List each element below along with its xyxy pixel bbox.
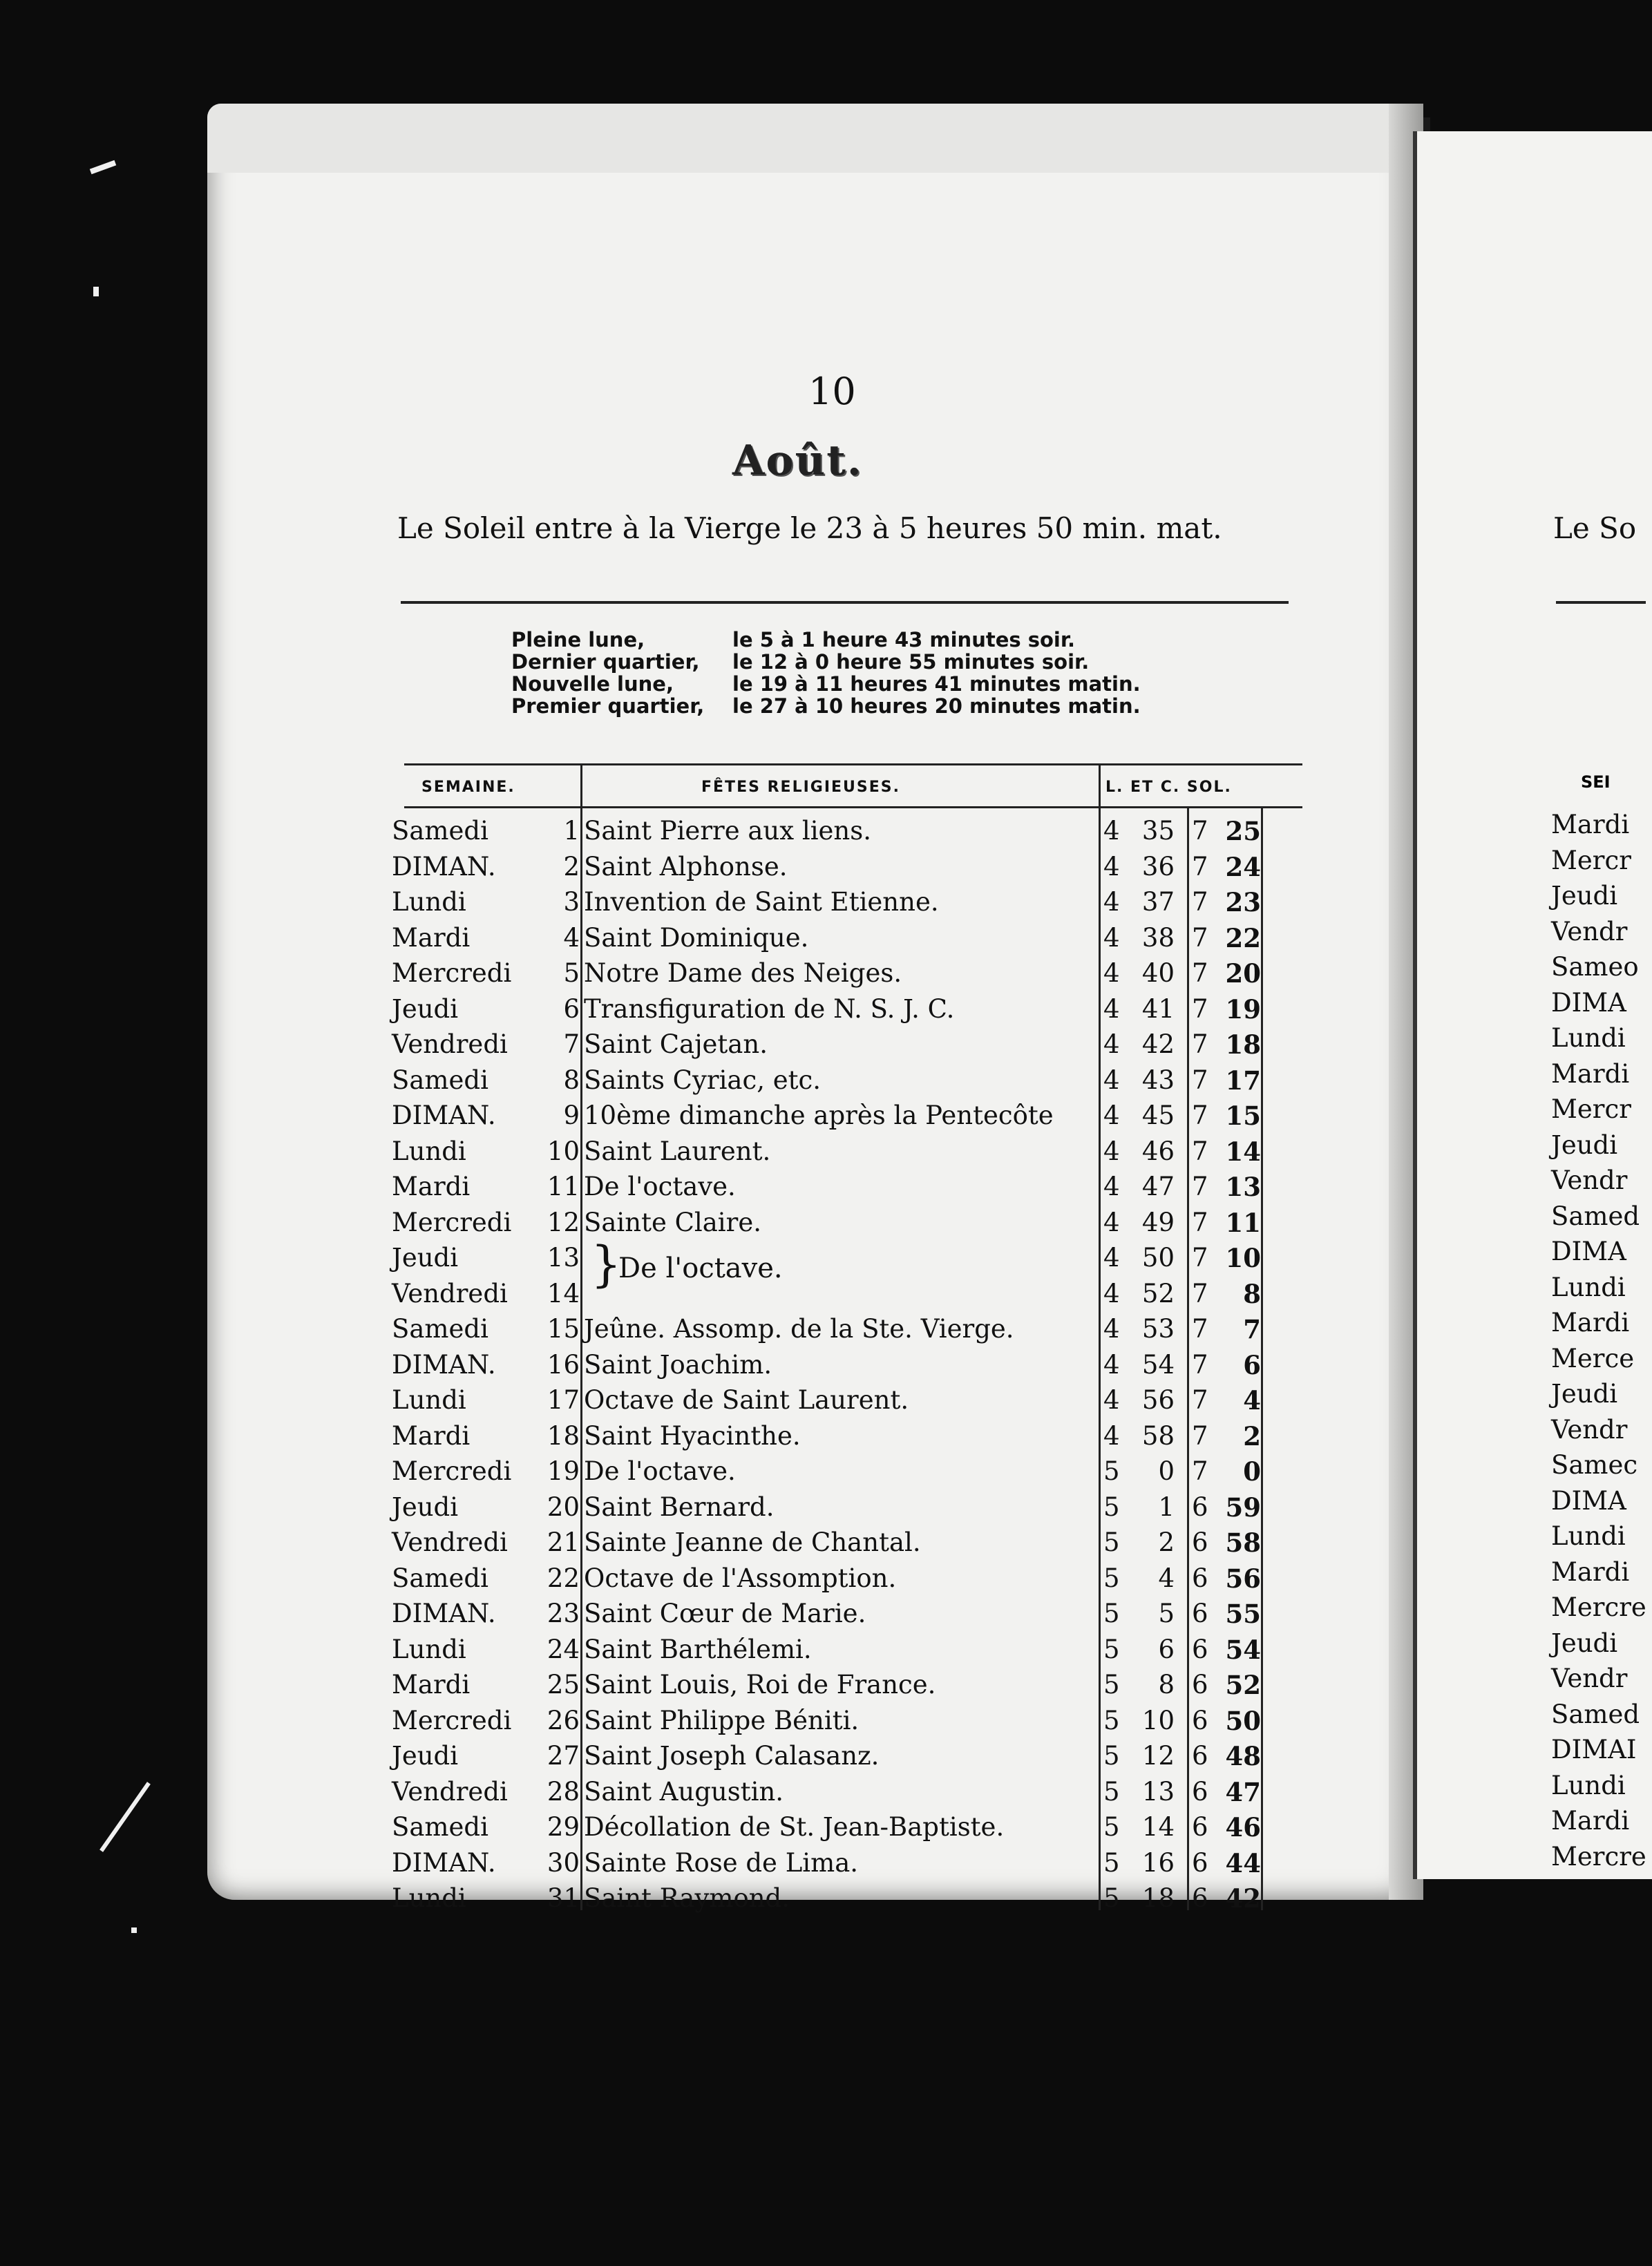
feast-cell: Sainte Jeanne de Chantal. bbox=[584, 1527, 921, 1557]
rise-hour-cell: 4 bbox=[1103, 1349, 1120, 1380]
set-minute-cell: 59 bbox=[1225, 1492, 1261, 1523]
right-page-day: Lundi bbox=[1551, 1521, 1626, 1551]
rise-minute-cell: 0 bbox=[1158, 1456, 1175, 1486]
right-page-day: Vendr bbox=[1551, 916, 1628, 946]
rise-minute-cell: 35 bbox=[1141, 816, 1175, 846]
rise-minute-cell: 13 bbox=[1141, 1776, 1175, 1807]
rise-hour-cell: 4 bbox=[1103, 958, 1120, 988]
rise-hour-cell: 4 bbox=[1103, 993, 1120, 1024]
day-cell: Vendredi bbox=[392, 1278, 508, 1308]
phase-detail: le 5 à 1 heure 43 minutes soir. bbox=[732, 628, 1076, 651]
phase-detail: le 12 à 0 heure 55 minutes soir. bbox=[732, 650, 1090, 674]
set-hour-cell: 6 bbox=[1192, 1812, 1208, 1842]
set-hour-cell: 6 bbox=[1192, 1527, 1208, 1557]
rise-hour-cell: 4 bbox=[1103, 1029, 1120, 1059]
set-minute-cell: 25 bbox=[1225, 816, 1261, 846]
rise-minute-cell: 52 bbox=[1141, 1278, 1175, 1308]
rise-minute-cell: 45 bbox=[1141, 1101, 1175, 1130]
rise-hour-cell: 5 bbox=[1103, 1741, 1120, 1771]
phase-name: Dernier quartier, bbox=[511, 650, 700, 674]
set-minute-cell: 58 bbox=[1225, 1527, 1261, 1558]
set-hour-cell: 6 bbox=[1192, 1563, 1208, 1593]
sun-entry-line: Le Soleil entre à la Vierge le 23 à 5 heures 50 min. mat. bbox=[397, 511, 1222, 545]
right-page-day: DIMA bbox=[1551, 1485, 1626, 1516]
column-rule bbox=[1099, 763, 1101, 1910]
right-page-day: Vendr bbox=[1551, 1414, 1628, 1445]
calendar-table bbox=[383, 763, 1302, 1938]
header-feasts: FÊTES RELIGIEUSES. bbox=[701, 779, 900, 796]
set-minute-cell: 24 bbox=[1225, 851, 1261, 882]
date-cell: 15 bbox=[547, 1314, 580, 1344]
day-cell: DIMAN. bbox=[392, 851, 496, 882]
feast-cell: Sainte Claire. bbox=[584, 1207, 761, 1237]
day-cell: Lundi bbox=[392, 1136, 466, 1166]
set-minute-cell: 20 bbox=[1225, 958, 1261, 989]
divider-rule bbox=[401, 601, 1289, 604]
right-page-day: Mardi bbox=[1551, 1806, 1630, 1836]
right-page-day: Jeudi bbox=[1551, 1379, 1618, 1409]
set-hour-cell: 7 bbox=[1192, 958, 1208, 988]
rise-hour-cell: 4 bbox=[1103, 1172, 1120, 1201]
right-page-day: DIMA bbox=[1551, 987, 1626, 1018]
page-number: 10 bbox=[808, 370, 856, 413]
day-cell: Jeudi bbox=[392, 1741, 459, 1771]
rise-minute-cell: 10 bbox=[1141, 1705, 1175, 1735]
day-cell: Vendredi bbox=[392, 1527, 508, 1557]
right-page-day: Vendr bbox=[1551, 1664, 1628, 1693]
set-minute-cell: 22 bbox=[1225, 922, 1261, 953]
feast-cell: Saint Cœur de Marie. bbox=[584, 1599, 866, 1628]
date-cell: 3 bbox=[563, 887, 580, 917]
date-cell: 18 bbox=[547, 1420, 580, 1451]
set-hour-cell: 7 bbox=[1192, 1314, 1208, 1344]
right-page-day: Merce bbox=[1551, 1343, 1635, 1373]
right-page-day: Mercre bbox=[1551, 1841, 1646, 1872]
day-cell: Samedi bbox=[392, 1065, 488, 1095]
set-hour-cell: 7 bbox=[1192, 993, 1208, 1024]
rise-minute-cell: 38 bbox=[1141, 922, 1175, 953]
set-minute-cell: 4 bbox=[1243, 1385, 1261, 1416]
rise-minute-cell: 36 bbox=[1141, 851, 1175, 882]
day-cell: Samedi bbox=[392, 816, 488, 846]
date-cell: 23 bbox=[547, 1599, 580, 1628]
date-cell: 5 bbox=[563, 958, 580, 988]
right-page-day: Mardi bbox=[1551, 810, 1630, 839]
rise-hour-cell: 4 bbox=[1103, 887, 1120, 917]
date-cell: 16 bbox=[547, 1349, 580, 1380]
rise-minute-cell: 4 bbox=[1158, 1563, 1175, 1593]
right-page-day: Mercr bbox=[1551, 1094, 1631, 1124]
set-hour-cell: 7 bbox=[1192, 1456, 1208, 1486]
right-page-day: Lundi bbox=[1551, 1023, 1626, 1053]
rise-hour-cell: 5 bbox=[1103, 1599, 1120, 1628]
month-title: Août. bbox=[732, 437, 863, 485]
set-minute-cell: 47 bbox=[1225, 1776, 1261, 1807]
set-minute-cell: 55 bbox=[1225, 1599, 1261, 1629]
feast-cell: Invention de Saint Etienne. bbox=[584, 887, 939, 917]
set-minute-cell: 2 bbox=[1243, 1420, 1261, 1451]
phase-detail: le 27 à 10 heures 20 minutes matin. bbox=[732, 694, 1141, 718]
set-minute-cell: 19 bbox=[1225, 993, 1261, 1025]
set-hour-cell: 7 bbox=[1192, 1029, 1208, 1059]
set-minute-cell: 52 bbox=[1225, 1670, 1261, 1700]
set-hour-cell: 6 bbox=[1192, 1634, 1208, 1664]
right-page-rule bbox=[1556, 601, 1646, 604]
rise-minute-cell: 46 bbox=[1141, 1136, 1175, 1166]
date-cell: 20 bbox=[547, 1492, 580, 1522]
set-minute-cell: 56 bbox=[1225, 1563, 1261, 1594]
set-minute-cell: 6 bbox=[1243, 1349, 1261, 1380]
rise-minute-cell: 12 bbox=[1141, 1741, 1175, 1771]
rise-hour-cell: 4 bbox=[1103, 1420, 1120, 1451]
feast-cell: Transfiguration de N. S. J. C. bbox=[584, 993, 955, 1024]
right-page-header: SEI bbox=[1581, 772, 1611, 792]
set-hour-cell: 6 bbox=[1192, 1883, 1208, 1913]
right-page-day: Jeudi bbox=[1551, 1628, 1618, 1658]
right-page-sun-line: Le So bbox=[1553, 511, 1637, 545]
phase-row bbox=[511, 695, 1141, 717]
column-rule bbox=[1261, 806, 1263, 1910]
rise-hour-cell: 5 bbox=[1103, 1634, 1120, 1664]
rise-minute-cell: 6 bbox=[1158, 1634, 1175, 1664]
date-cell: 6 bbox=[563, 993, 580, 1024]
day-cell: Mercredi bbox=[392, 1207, 512, 1237]
column-rule bbox=[580, 763, 582, 1910]
set-minute-cell: 46 bbox=[1225, 1812, 1261, 1843]
rise-hour-cell: 4 bbox=[1103, 1278, 1120, 1308]
rise-minute-cell: 54 bbox=[1141, 1349, 1175, 1380]
feast-cell: 10ème dimanche après la Pentecôte bbox=[584, 1101, 1054, 1130]
set-hour-cell: 7 bbox=[1192, 1065, 1208, 1095]
feast-cell: Sainte Rose de Lima. bbox=[584, 1847, 859, 1878]
rise-hour-cell: 5 bbox=[1103, 1847, 1120, 1878]
rise-minute-cell: 50 bbox=[1141, 1243, 1175, 1273]
page-top-edge bbox=[207, 104, 1423, 173]
rise-minute-cell: 53 bbox=[1141, 1314, 1175, 1344]
set-hour-cell: 7 bbox=[1192, 1278, 1208, 1308]
phase-name: Pleine lune, bbox=[511, 628, 645, 651]
date-cell: 8 bbox=[563, 1065, 580, 1095]
rise-minute-cell: 8 bbox=[1158, 1670, 1175, 1699]
set-minute-cell: 13 bbox=[1225, 1172, 1261, 1202]
rise-hour-cell: 5 bbox=[1103, 1492, 1120, 1522]
date-cell: 14 bbox=[547, 1278, 580, 1308]
right-page-day: Jeudi bbox=[1551, 1130, 1618, 1160]
right-page-day: Mercr bbox=[1551, 845, 1631, 875]
set-hour-cell: 6 bbox=[1192, 1492, 1208, 1522]
feast-cell: Saint Pierre aux liens. bbox=[584, 816, 872, 846]
set-minute-cell: 42 bbox=[1225, 1883, 1261, 1914]
film-speck bbox=[99, 1782, 151, 1852]
rise-minute-cell: 16 bbox=[1141, 1847, 1175, 1878]
set-minute-cell: 7 bbox=[1243, 1314, 1261, 1344]
date-cell: 13 bbox=[547, 1243, 580, 1273]
rise-hour-cell: 4 bbox=[1103, 922, 1120, 953]
rise-minute-cell: 37 bbox=[1141, 887, 1175, 917]
date-cell: 10 bbox=[547, 1136, 580, 1166]
rise-hour-cell: 4 bbox=[1103, 1136, 1120, 1166]
film-speck bbox=[93, 287, 99, 296]
rise-minute-cell: 41 bbox=[1141, 993, 1175, 1024]
set-minute-cell: 17 bbox=[1225, 1065, 1261, 1096]
rise-hour-cell: 5 bbox=[1103, 1883, 1120, 1913]
feast-cell: Saint Augustin. bbox=[584, 1776, 784, 1807]
phase-name: Nouvelle lune, bbox=[511, 672, 674, 696]
date-cell: 30 bbox=[547, 1847, 580, 1878]
date-cell: 21 bbox=[547, 1527, 580, 1557]
moon-phases bbox=[511, 629, 1141, 717]
set-hour-cell: 7 bbox=[1192, 1385, 1208, 1415]
day-cell: Vendredi bbox=[392, 1029, 508, 1059]
day-cell: Mercredi bbox=[392, 1705, 512, 1735]
brace-glyph: } bbox=[591, 1236, 622, 1293]
feast-cell: De l'octave. bbox=[584, 1172, 736, 1201]
phase-row bbox=[511, 651, 1141, 673]
rise-minute-cell: 58 bbox=[1141, 1420, 1175, 1451]
set-hour-cell: 6 bbox=[1192, 1847, 1208, 1878]
rise-minute-cell: 1 bbox=[1158, 1492, 1175, 1522]
rise-hour-cell: 5 bbox=[1103, 1670, 1120, 1699]
rise-minute-cell: 42 bbox=[1141, 1029, 1175, 1059]
date-cell: 17 bbox=[547, 1385, 580, 1415]
date-cell: 19 bbox=[547, 1456, 580, 1486]
right-page-day: Samec bbox=[1551, 1450, 1638, 1480]
film-speck bbox=[90, 160, 116, 175]
rise-hour-cell: 4 bbox=[1103, 1314, 1120, 1344]
rise-minute-cell: 18 bbox=[1141, 1883, 1175, 1913]
set-hour-cell: 7 bbox=[1192, 922, 1208, 953]
rise-hour-cell: 5 bbox=[1103, 1705, 1120, 1735]
right-page-day: Mercre bbox=[1551, 1592, 1646, 1622]
date-cell: 2 bbox=[563, 851, 580, 882]
right-page-day: Mardi bbox=[1551, 1058, 1630, 1089]
feast-cell: Saint Cajetan. bbox=[584, 1029, 768, 1059]
set-minute-cell: 10 bbox=[1225, 1243, 1261, 1273]
set-minute-cell: 18 bbox=[1225, 1029, 1261, 1060]
rise-minute-cell: 2 bbox=[1158, 1527, 1175, 1557]
date-cell: 12 bbox=[547, 1207, 580, 1237]
rise-minute-cell: 5 bbox=[1158, 1599, 1175, 1628]
feast-cell: De l'octave. bbox=[584, 1456, 736, 1486]
set-hour-cell: 6 bbox=[1192, 1599, 1208, 1628]
day-cell: Mardi bbox=[392, 1420, 471, 1451]
date-cell: 9 bbox=[563, 1101, 580, 1130]
feast-cell: Saint Hyacinthe. bbox=[584, 1420, 801, 1451]
rise-hour-cell: 4 bbox=[1103, 816, 1120, 846]
date-cell: 26 bbox=[547, 1705, 580, 1735]
set-minute-cell: 23 bbox=[1225, 887, 1261, 917]
feast-cell: Jeûne. Assomp. de la Ste. Vierge. bbox=[584, 1314, 1014, 1344]
phase-name: Premier quartier, bbox=[511, 694, 705, 718]
rise-hour-cell: 4 bbox=[1103, 1243, 1120, 1273]
right-page-day: Lundi bbox=[1551, 1770, 1626, 1800]
rise-hour-cell: 5 bbox=[1103, 1812, 1120, 1842]
set-hour-cell: 6 bbox=[1192, 1705, 1208, 1735]
day-cell: DIMAN. bbox=[392, 1599, 496, 1628]
set-minute-cell: 0 bbox=[1243, 1456, 1261, 1487]
day-cell: DIMAN. bbox=[392, 1101, 496, 1130]
feast-cell: Saint Louis, Roi de France. bbox=[584, 1670, 936, 1699]
set-minute-cell: 44 bbox=[1225, 1847, 1261, 1878]
rise-hour-cell: 4 bbox=[1103, 851, 1120, 882]
set-minute-cell: 11 bbox=[1225, 1207, 1261, 1238]
day-cell: Samedi bbox=[392, 1812, 488, 1842]
rise-hour-cell: 4 bbox=[1103, 1207, 1120, 1237]
date-cell: 29 bbox=[547, 1812, 580, 1842]
set-hour-cell: 7 bbox=[1192, 887, 1208, 917]
column-rule bbox=[1187, 806, 1189, 1910]
feast-cell: Saint Barthélemi. bbox=[584, 1634, 812, 1664]
day-cell: Mercredi bbox=[392, 958, 512, 988]
day-cell: Samedi bbox=[392, 1314, 488, 1344]
day-cell: Lundi bbox=[392, 1883, 466, 1913]
date-cell: 31 bbox=[547, 1883, 580, 1913]
date-cell: 25 bbox=[547, 1670, 580, 1699]
set-minute-cell: 48 bbox=[1225, 1741, 1261, 1771]
date-cell: 28 bbox=[547, 1776, 580, 1807]
rise-hour-cell: 4 bbox=[1103, 1101, 1120, 1130]
day-cell: DIMAN. bbox=[392, 1847, 496, 1878]
rise-hour-cell: 5 bbox=[1103, 1776, 1120, 1807]
feast-cell: Saint Philippe Béniti. bbox=[584, 1705, 860, 1735]
rise-minute-cell: 56 bbox=[1141, 1385, 1175, 1415]
set-hour-cell: 7 bbox=[1192, 1101, 1208, 1130]
set-hour-cell: 6 bbox=[1192, 1670, 1208, 1699]
day-cell: Lundi bbox=[392, 1634, 466, 1664]
feast-cell: Notre Dame des Neiges. bbox=[584, 958, 902, 988]
date-cell: 11 bbox=[547, 1172, 580, 1201]
rise-minute-cell: 49 bbox=[1141, 1207, 1175, 1237]
set-hour-cell: 6 bbox=[1192, 1776, 1208, 1807]
set-hour-cell: 7 bbox=[1192, 1349, 1208, 1380]
feast-cell: Saint Bernard. bbox=[584, 1492, 775, 1522]
brace-feast-cell: De l'octave. bbox=[618, 1253, 783, 1284]
date-cell: 22 bbox=[547, 1563, 580, 1593]
phase-row bbox=[511, 673, 1141, 695]
rise-hour-cell: 4 bbox=[1103, 1385, 1120, 1415]
date-cell: 7 bbox=[563, 1029, 580, 1059]
phase-row bbox=[511, 629, 1141, 651]
feast-cell: Décollation de St. Jean-Baptiste. bbox=[584, 1812, 1005, 1842]
day-cell: Mardi bbox=[392, 1670, 471, 1699]
day-cell: Mercredi bbox=[392, 1456, 512, 1486]
right-page-day: Samed bbox=[1551, 1699, 1640, 1729]
right-page-day: DIMAI bbox=[1551, 1735, 1637, 1764]
right-page-days bbox=[1551, 810, 1646, 1877]
set-minute-cell: 54 bbox=[1225, 1634, 1261, 1665]
set-hour-cell: 7 bbox=[1192, 1136, 1208, 1166]
header-sun-times: L. ET C. SOL. bbox=[1105, 779, 1232, 796]
film-speck bbox=[131, 1927, 137, 1933]
day-cell: Samedi bbox=[392, 1563, 488, 1593]
set-hour-cell: 6 bbox=[1192, 1741, 1208, 1771]
right-page-day: Mardi bbox=[1551, 1308, 1630, 1337]
day-cell: Mardi bbox=[392, 922, 471, 953]
feast-cell: Saint Joseph Calasanz. bbox=[584, 1741, 880, 1771]
rise-minute-cell: 40 bbox=[1141, 958, 1175, 988]
day-cell: Mardi bbox=[392, 1172, 471, 1201]
date-cell: 27 bbox=[547, 1741, 580, 1771]
day-cell: DIMAN. bbox=[392, 1349, 496, 1380]
right-page-day: Mardi bbox=[1551, 1556, 1630, 1587]
rise-minute-cell: 14 bbox=[1141, 1812, 1175, 1842]
set-minute-cell: 15 bbox=[1225, 1101, 1261, 1131]
day-cell: Jeudi bbox=[392, 993, 459, 1024]
set-minute-cell: 14 bbox=[1225, 1136, 1261, 1167]
feast-cell: Saint Raymond. bbox=[584, 1883, 790, 1913]
right-page-day: Sameo bbox=[1551, 952, 1639, 982]
set-hour-cell: 7 bbox=[1192, 1420, 1208, 1451]
set-minute-cell: 8 bbox=[1243, 1278, 1261, 1309]
set-hour-cell: 7 bbox=[1192, 816, 1208, 846]
table-top-rule bbox=[404, 763, 1302, 765]
set-minute-cell: 50 bbox=[1225, 1705, 1261, 1736]
set-hour-cell: 7 bbox=[1192, 851, 1208, 882]
table-header-rule bbox=[404, 806, 1302, 808]
right-page-day: DIMA bbox=[1551, 1237, 1626, 1266]
set-hour-cell: 7 bbox=[1192, 1172, 1208, 1201]
day-cell: Lundi bbox=[392, 887, 466, 917]
feast-cell: Octave de l'Assomption. bbox=[584, 1563, 897, 1593]
rise-hour-cell: 5 bbox=[1103, 1456, 1120, 1486]
day-cell: Jeudi bbox=[392, 1243, 459, 1273]
rise-hour-cell: 5 bbox=[1103, 1563, 1120, 1593]
rise-minute-cell: 43 bbox=[1141, 1065, 1175, 1095]
right-page-day: Samed bbox=[1551, 1201, 1640, 1231]
set-hour-cell: 7 bbox=[1192, 1207, 1208, 1237]
day-cell: Jeudi bbox=[392, 1492, 459, 1522]
phase-detail: le 19 à 11 heures 41 minutes matin. bbox=[732, 672, 1141, 696]
date-cell: 24 bbox=[547, 1634, 580, 1664]
header-week: SEMAINE. bbox=[421, 779, 515, 796]
right-page-day: Vendr bbox=[1551, 1165, 1628, 1195]
feast-cell: Octave de Saint Laurent. bbox=[584, 1385, 909, 1415]
rise-minute-cell: 47 bbox=[1141, 1172, 1175, 1201]
set-hour-cell: 7 bbox=[1192, 1243, 1208, 1273]
feast-cell: Saint Dominique. bbox=[584, 922, 809, 953]
rise-hour-cell: 4 bbox=[1103, 1065, 1120, 1095]
rise-hour-cell: 5 bbox=[1103, 1527, 1120, 1557]
day-cell: Lundi bbox=[392, 1385, 466, 1415]
feast-cell: Saint Laurent. bbox=[584, 1136, 771, 1166]
date-cell: 1 bbox=[563, 816, 580, 846]
right-page-day: Jeudi bbox=[1551, 881, 1618, 911]
day-cell: Vendredi bbox=[392, 1776, 508, 1807]
feast-cell: Saints Cyriac, etc. bbox=[584, 1065, 821, 1095]
feast-cell: Saint Alphonse. bbox=[584, 851, 788, 882]
date-cell: 4 bbox=[563, 922, 580, 953]
right-page-day: Lundi bbox=[1551, 1272, 1626, 1302]
feast-cell: Saint Joachim. bbox=[584, 1349, 772, 1380]
